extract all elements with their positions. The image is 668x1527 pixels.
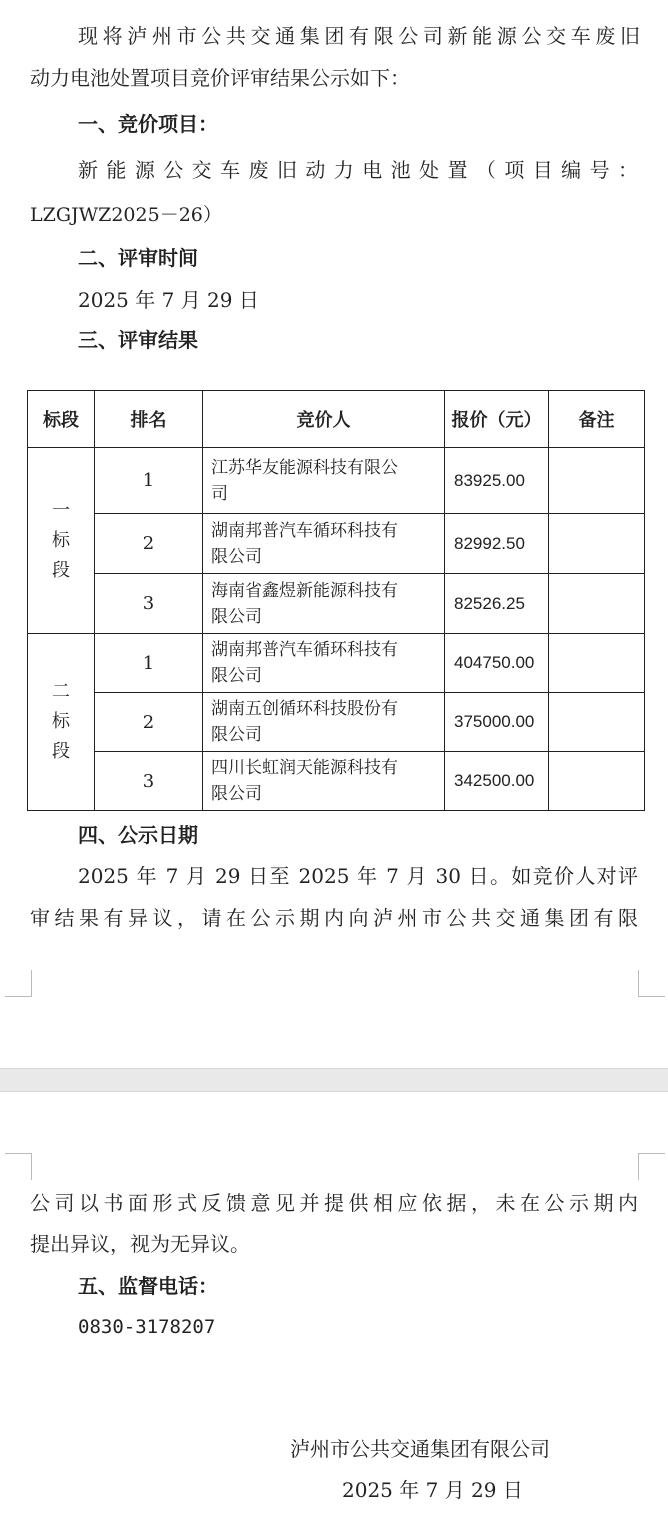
price-cell: 375000.00	[445, 693, 549, 752]
price-cell: 82992.50	[445, 514, 549, 574]
rank-cell: 1	[95, 448, 203, 514]
note-cell	[549, 752, 645, 811]
price-cell: 83925.00	[445, 448, 549, 514]
notice-period-line-3: 公司以书面形式反馈意见并提供相应依据，未在公示期内	[30, 1191, 638, 1215]
table-row	[28, 448, 645, 514]
note-cell	[549, 634, 645, 693]
page-corner-mark	[5, 1153, 32, 1180]
table-row	[28, 514, 645, 574]
section-3-heading: 三、评审结果	[78, 328, 198, 352]
bidder-cell: 湖南邦普汽车循环科技有 限公司	[203, 634, 445, 693]
table-row	[28, 574, 645, 634]
page-corner-mark	[638, 1153, 665, 1180]
rank-cell: 2	[95, 693, 203, 752]
page-break-gap	[0, 1068, 668, 1092]
header-rank: 排名	[95, 391, 203, 448]
table-row	[28, 693, 645, 752]
section-5-heading: 五、监督电话：	[78, 1274, 218, 1298]
project-number-line: LZGJWZ2025－26）	[30, 204, 222, 226]
note-cell	[549, 693, 645, 752]
notice-period-line-2: 审结果有异议，请在公示期内向泸州市公共交通集团有限	[30, 906, 638, 930]
notice-period-line-4: 提出异议，视为无异议。	[30, 1232, 250, 1256]
lot-2-label: 二 标 段	[28, 634, 95, 811]
page-corner-mark	[5, 970, 32, 997]
header-lot: 标段	[28, 391, 95, 448]
table-row	[28, 634, 645, 693]
rank-cell: 3	[95, 574, 203, 634]
review-date: 2025 年 7 月 29 日	[78, 288, 259, 312]
price-cell: 342500.00	[445, 752, 549, 811]
results-table	[27, 390, 645, 811]
intro-line-1: 现将泸州市公共交通集团有限公司新能源公交车废旧	[78, 24, 640, 48]
header-bidder: 竞价人	[203, 391, 445, 448]
table-header-row	[28, 391, 645, 448]
section-2-heading: 二、评审时间	[78, 246, 198, 270]
lot-1-label: 一 标 段	[28, 448, 95, 634]
rank-cell: 2	[95, 514, 203, 574]
note-cell	[549, 514, 645, 574]
project-name-line-1: 新能源公交车废旧动力电池处置（项目编号：	[78, 158, 638, 182]
header-price: 报价（元）	[445, 391, 549, 448]
signature-date: 2025 年 7 月 29 日	[342, 1478, 523, 1502]
bidder-cell: 湖南五创循环科技股份有 限公司	[203, 693, 445, 752]
signature-org: 泸州市公共交通集团有限公司	[290, 1437, 550, 1461]
note-cell	[549, 574, 645, 634]
bidder-cell: 湖南邦普汽车循环科技有 限公司	[203, 514, 445, 574]
note-cell	[549, 448, 645, 514]
page-corner-mark	[638, 970, 665, 997]
bidder-cell: 海南省鑫煜新能源科技有 限公司	[203, 574, 445, 634]
rank-cell: 3	[95, 752, 203, 811]
price-cell: 404750.00	[445, 634, 549, 693]
price-cell: 82526.25	[445, 574, 549, 634]
table-row	[28, 752, 645, 811]
header-note: 备注	[549, 391, 645, 448]
bidder-cell: 江苏华友能源科技有限公 司	[203, 448, 445, 514]
notice-period-line-1: 2025 年 7 月 29 日至 2025 年 7 月 30 日。如竞价人对评	[78, 864, 638, 888]
section-1-heading: 一、竞价项目：	[78, 112, 218, 136]
intro-line-2: 动力电池处置项目竞价评审结果公示如下：	[30, 66, 410, 90]
section-4-heading: 四、公示日期	[78, 823, 198, 847]
supervision-phone: 0830-3178207	[78, 1316, 216, 1338]
rank-cell: 1	[95, 634, 203, 693]
bidder-cell: 四川长虹润天能源科技有 限公司	[203, 752, 445, 811]
